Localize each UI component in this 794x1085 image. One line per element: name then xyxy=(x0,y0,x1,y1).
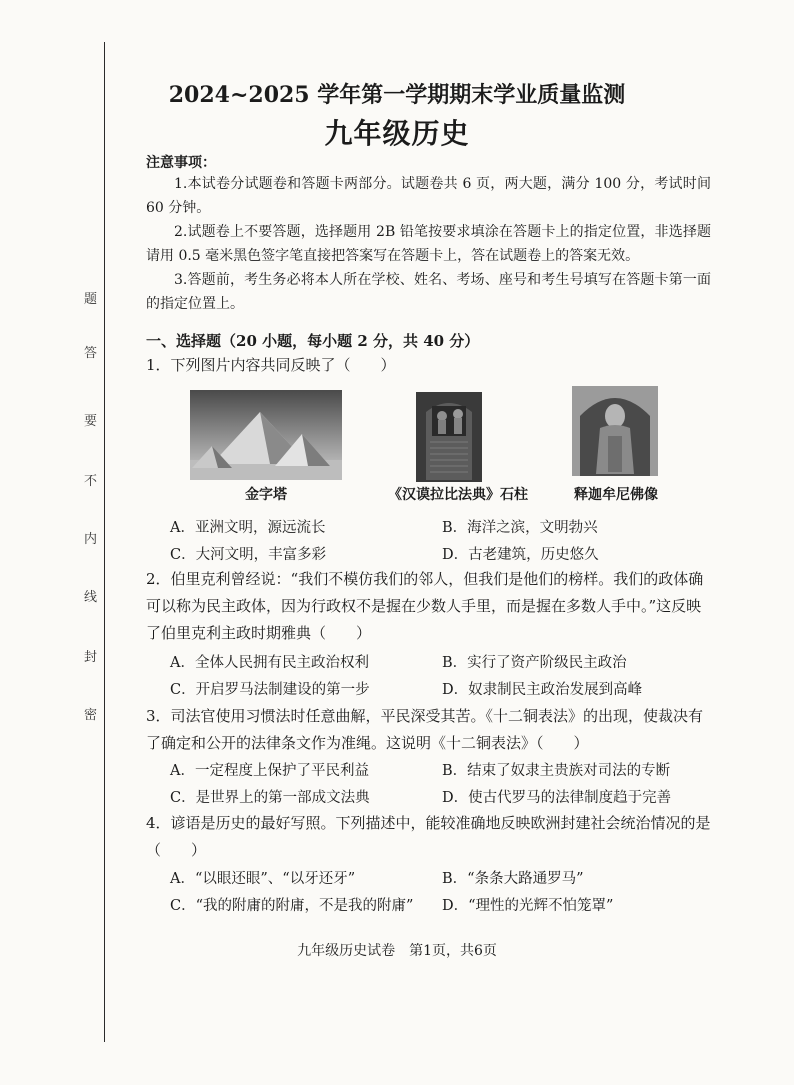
notice-heading: 注意事项： xyxy=(146,155,216,171)
seal-char: 封 xyxy=(84,650,98,665)
option-a[interactable]: A．一定程度上保护了平民利益 xyxy=(170,763,369,779)
notice-item: 3.答题前，考生务必将本人所在学校、姓名、考场、座号和考生号填写在答题卡第一面的指定位置上。 xyxy=(146,272,711,312)
option-b[interactable]: B．实行了资产阶级民主政治 xyxy=(442,655,627,671)
question-stem: 4．谚语是历史的最好写照。下列描述中，能较准确地反映欧洲封建社会统治情况的是（ ） xyxy=(146,814,711,859)
page-footer: 九年级历史试卷 第1页，共6页 xyxy=(297,943,497,959)
seal-char: 答 xyxy=(84,346,98,361)
notice-item: 1.本试卷分试题卷和答题卡两部分。试题卷共 6 页，两大题，满分 100 分，考试时间 60 分钟。 xyxy=(146,176,711,216)
seal-char: 不 xyxy=(84,474,98,489)
option-d[interactable]: D．古老建筑，历史悠久 xyxy=(442,547,599,563)
option-c[interactable]: C．大河文明，丰富多彩 xyxy=(170,547,327,563)
binding-line xyxy=(104,42,105,1042)
option-b[interactable]: B．海洋之滨，文明勃兴 xyxy=(442,520,598,536)
exam-subject: 九年级历史 xyxy=(324,117,470,150)
seal-char: 内 xyxy=(84,532,98,547)
option-a[interactable]: A．全体人民拥有民主政治权利 xyxy=(170,655,369,671)
pyramids-image xyxy=(190,390,342,480)
question-stem: 1．下列图片内容共同反映了（ ） xyxy=(146,356,396,374)
seal-char: 题 xyxy=(84,292,98,307)
option-b[interactable]: B．结束了奴隶主贵族对司法的专断 xyxy=(442,763,671,779)
option-d[interactable]: D．“理性的光辉不怕笼罩” xyxy=(442,898,614,914)
seal-char: 密 xyxy=(84,708,98,723)
option-c[interactable]: C．开启罗马法制建设的第一步 xyxy=(170,682,370,698)
image-caption: 《汉谟拉比法典》石柱 xyxy=(388,487,528,503)
question-stem: 3．司法官使用习惯法时任意曲解，平民深受其苦。《十二铜表法》的出现，使裁决有了确定和公开的法律条文作为准绳。这说明《十二铜表法》（ ） xyxy=(146,707,704,752)
seal-char: 线 xyxy=(84,590,98,605)
image-caption: 金字塔 xyxy=(245,487,287,503)
option-c[interactable]: C．“我的附庸的附庸，不是我的附庸” xyxy=(170,898,414,914)
option-a[interactable]: A．亚洲文明，源远流长 xyxy=(170,520,326,536)
option-d[interactable]: D．奴隶制民主政治发展到高峰 xyxy=(442,682,643,698)
hammurabi-stele-image xyxy=(416,392,482,482)
option-a[interactable]: A．“以眼还眼”、“以牙还牙” xyxy=(170,871,356,887)
buddha-statue-image xyxy=(572,386,658,476)
seal-char: 要 xyxy=(84,414,98,429)
option-b[interactable]: B．“条条大路通罗马” xyxy=(442,871,584,887)
option-d[interactable]: D．使古代罗马的法律制度趋于完善 xyxy=(442,790,672,806)
image-caption: 释迦牟尼佛像 xyxy=(574,487,658,503)
section-heading: 一、选择题（20 小题，每小题 2 分，共 40 分） xyxy=(146,332,480,350)
notice-item: 2.试题卷上不要答题，选择题用 2B 铅笔按要求填涂在答题卡上的指定位置，非选择题请用 0.5 毫米黑色签字笔直接把答案写在答题卡上，答在试题卷上的答案无效。 xyxy=(146,224,711,264)
option-c[interactable]: C．是世界上的第一部成文法典 xyxy=(170,790,370,806)
exam-title: 2024~2025 学年第一学期期末学业质量监测 xyxy=(168,82,626,108)
question-stem: 2．伯里克利曾经说：“我们不模仿我们的邻人，但我们是他们的榜样。我们的政体确可以称为民主政体，因为行政权不是握在少数人手里，而是握在多数人手中。”这反映了伯里克利主政时期雅典（ ） xyxy=(146,570,704,642)
